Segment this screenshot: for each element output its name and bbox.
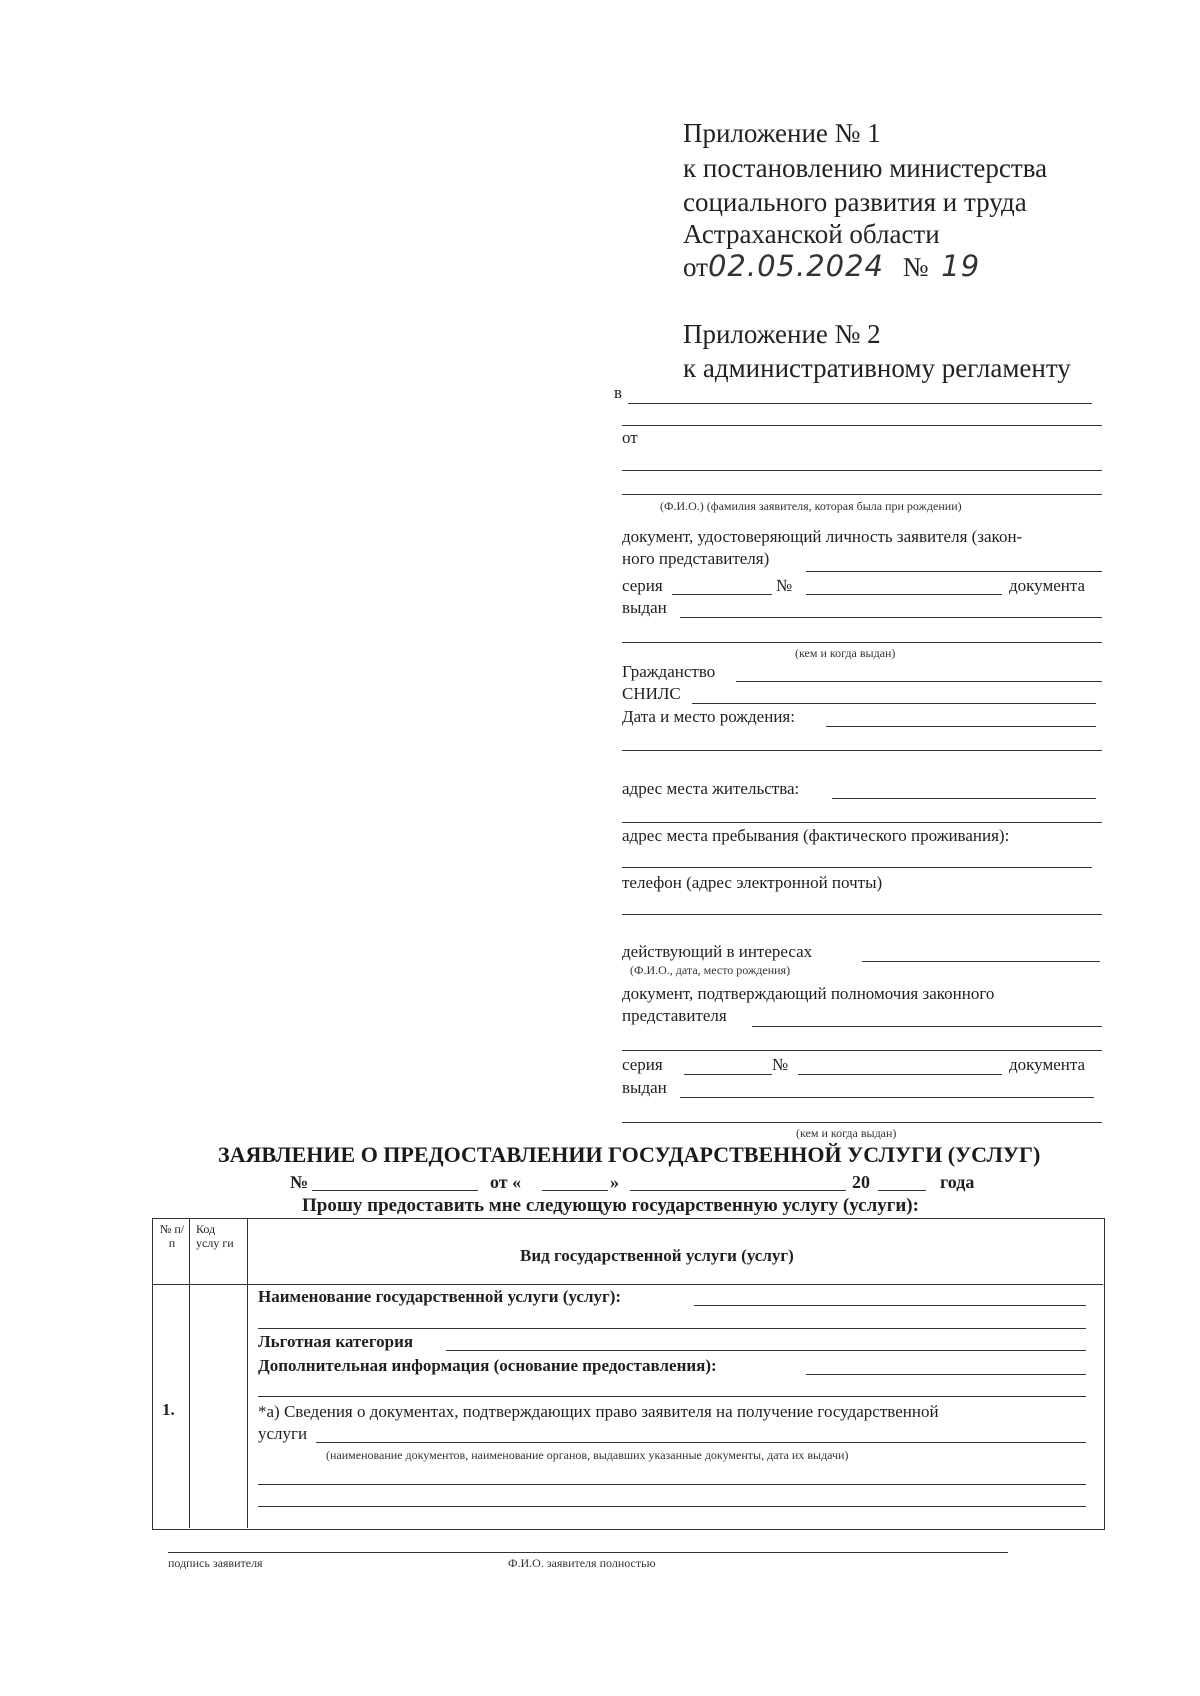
series-2-label: серия	[622, 1055, 663, 1074]
statement-number-field-line[interactable]	[312, 1190, 478, 1191]
stay-label: адрес места пребывания (фактического проживания):	[622, 826, 1010, 845]
document-label: документа	[1009, 576, 1086, 595]
additional-info-field-line-2[interactable]	[258, 1396, 1086, 1397]
appendix-1-from-label: от	[683, 252, 708, 282]
snils-label: СНИЛС	[622, 684, 681, 703]
stay-field-line[interactable]	[622, 867, 1092, 868]
statement-date-from-label: от «	[490, 1172, 522, 1192]
issued-field-line-2[interactable]	[622, 642, 1102, 643]
series-2-field-line[interactable]	[684, 1074, 772, 1075]
docs-field-line-3[interactable]	[258, 1506, 1086, 1507]
interests-label: действующий в интересах	[622, 942, 813, 961]
to-label: в	[614, 383, 623, 402]
statement-year-suffix: года	[940, 1172, 975, 1192]
additional-info-label: Дополнительная информация (основание предоставления):	[258, 1356, 717, 1375]
birth-label: Дата и место рождения:	[622, 707, 795, 726]
residence-label: адрес места жительства:	[622, 779, 800, 798]
benefit-field-line[interactable]	[446, 1350, 1086, 1351]
number-2-label: №	[772, 1055, 789, 1074]
fio-note: (Ф.И.О.) (фамилия заявителя, которая была при рождении)	[660, 499, 962, 513]
number-field-line[interactable]	[806, 594, 1002, 595]
docs-note: (наименование документов, наименование органов, выдавших указанные документы, дата их выдачи)	[326, 1448, 849, 1462]
request-text: Прошу предоставить мне следующую государственную услугу (услуги):	[302, 1195, 919, 1216]
series-label: серия	[622, 576, 663, 595]
birth-field-line-2[interactable]	[622, 750, 1102, 751]
col-number-header: № п/ п	[159, 1222, 185, 1250]
service-name-field-line[interactable]	[694, 1305, 1086, 1306]
table-header-divider	[152, 1284, 1103, 1285]
docs-field-line[interactable]	[316, 1442, 1086, 1443]
phone-field-line[interactable]	[622, 914, 1102, 915]
appendix-1-title: Приложение № 1	[683, 118, 881, 148]
service-name-field-line-2[interactable]	[258, 1328, 1086, 1329]
citizenship-field-line[interactable]	[736, 681, 1102, 682]
appendix-1-number-sign: №	[902, 252, 929, 282]
docs-field-line-2[interactable]	[258, 1484, 1086, 1485]
appendix-2-title: Приложение № 2	[683, 319, 881, 349]
number-label: №	[776, 576, 793, 595]
docs-line-2: услуги	[258, 1424, 308, 1443]
snils-field-line[interactable]	[692, 703, 1096, 704]
signature-label: подпись заявителя	[168, 1556, 263, 1570]
appendix-1-date: 02.05.2024	[707, 249, 884, 283]
issued-label: выдан	[622, 598, 667, 617]
rep-doc-field-line[interactable]	[752, 1026, 1102, 1027]
row-number: 1.	[162, 1400, 175, 1419]
col-kind-header: Вид государственной услуги (услуг)	[520, 1246, 794, 1265]
issued-2-note: (кем и когда выдан)	[796, 1126, 897, 1140]
from-field-line[interactable]	[622, 470, 1102, 471]
issued-2-field-line-2[interactable]	[622, 1122, 1102, 1123]
phone-label: телефон (адрес электронной почты)	[622, 873, 883, 892]
issued-2-field-line[interactable]	[680, 1097, 1094, 1098]
statement-month-field-line[interactable]	[630, 1190, 846, 1191]
statement-title: ЗАЯВЛЕНИЕ О ПРЕДОСТАВЛЕНИИ ГОСУДАРСТВЕННОЙ УСЛУГИ (УСЛУГ)	[218, 1142, 1041, 1167]
interests-field-line[interactable]	[862, 961, 1100, 962]
appendix-1-number: 19	[941, 249, 981, 283]
rep-doc-line-1: документ, подтверждающий полномочия законного	[622, 984, 995, 1003]
rep-doc-line-2: представителя	[622, 1006, 727, 1025]
to-field-line[interactable]	[628, 403, 1092, 404]
interests-note: (Ф.И.О., дата, место рождения)	[630, 963, 791, 977]
from-field-line-2[interactable]	[622, 494, 1102, 495]
service-name-label: Наименование государственной услуги (услуг):	[258, 1287, 622, 1306]
benefit-label: Льготная категория	[258, 1332, 414, 1351]
appendix-1-line-2: к постановлению министерства	[683, 153, 1048, 183]
statement-quote-close: »	[610, 1172, 619, 1192]
table-col-divider-1	[189, 1218, 190, 1528]
birth-field-line[interactable]	[826, 726, 1096, 727]
appendix-1-line-3: социального развития и труда	[683, 187, 1027, 217]
table-col-divider-2	[247, 1218, 248, 1528]
issued-field-line[interactable]	[680, 617, 1102, 618]
id-doc-field-line[interactable]	[806, 571, 1102, 572]
statement-day-field-line[interactable]	[542, 1190, 608, 1191]
statement-year-prefix: 20	[852, 1172, 870, 1192]
residence-field-line-2[interactable]	[622, 822, 1102, 823]
citizenship-label: Гражданство	[622, 662, 716, 681]
statement-number-label: №	[290, 1172, 309, 1192]
appendix-1-date-row	[683, 250, 980, 283]
to-field-line-2[interactable]	[622, 425, 1102, 426]
appendix-1-line-4: Астраханской области	[683, 219, 940, 249]
col-code-header: Код услу ги	[196, 1222, 234, 1250]
signature-line[interactable]	[168, 1552, 1008, 1553]
additional-info-field-line[interactable]	[806, 1374, 1086, 1375]
rep-doc-field-line-2[interactable]	[622, 1050, 1102, 1051]
applicant-full-name-label: Ф.И.О. заявителя полностью	[508, 1556, 656, 1570]
id-doc-line-1: документ, удостоверяющий личность заявителя (закон-	[622, 527, 1023, 546]
issued-note: (кем и когда выдан)	[795, 646, 896, 660]
number-2-field-line[interactable]	[798, 1074, 1002, 1075]
issued-2-label: выдан	[622, 1078, 667, 1097]
document-2-label: документа	[1009, 1055, 1086, 1074]
docs-line-1: *а) Сведения о документах, подтверждающих право заявителя на получение государственной	[258, 1402, 939, 1421]
series-field-line[interactable]	[672, 594, 772, 595]
residence-field-line[interactable]	[832, 798, 1096, 799]
statement-year-field-line[interactable]	[878, 1190, 926, 1191]
id-doc-line-2: ного представителя)	[622, 549, 770, 568]
from-label: от	[622, 428, 638, 447]
appendix-2-line-2: к административному регламенту	[683, 353, 1071, 383]
